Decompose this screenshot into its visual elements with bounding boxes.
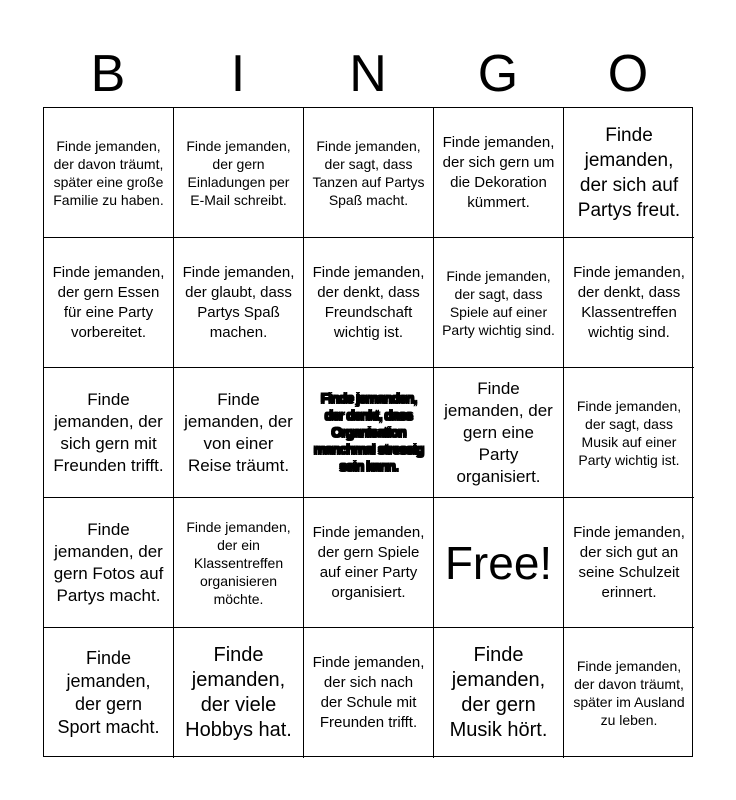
bingo-cell[interactable] <box>434 368 564 498</box>
bingo-cell[interactable] <box>564 498 694 628</box>
header-letter-o: O <box>607 45 649 103</box>
cell-text: Finde jemanden, der sagt, dass Musik auf einer Party wichtig ist. <box>576 397 682 468</box>
bingo-cell[interactable] <box>564 238 694 368</box>
bingo-cell[interactable] <box>174 108 304 238</box>
bingo-cell[interactable] <box>304 108 434 238</box>
cell-text: Finde jemanden, der von einer Reise träumt. <box>184 389 293 475</box>
bingo-cell[interactable] <box>304 628 434 758</box>
cell-text: Finde jemanden, der davon träumt, später eine große Familie zu haben. <box>53 137 164 208</box>
bingo-cell[interactable] <box>564 368 694 498</box>
bingo-cell[interactable] <box>564 628 694 758</box>
cell-text: Finde jemanden, der ein Klassentreffen organisieren möchte. <box>186 518 291 607</box>
cell-text: Finde jemanden, der gern eine Party organisiert. <box>444 378 553 486</box>
free-space-label: Free! <box>444 536 553 589</box>
cell-text: Finde jemanden, der gern Spiele auf einer Party organisiert. <box>312 523 425 601</box>
header-letter-i: I <box>230 45 246 103</box>
cell-text: Finde jemanden, der gern Sport macht. <box>57 648 160 737</box>
header-letter-n: N <box>349 45 387 103</box>
cell-text: Finde jemanden, der glaubt, dass Partys Spaß machen. <box>182 263 295 341</box>
cell-text: Finde jemanden, der gern Essen für eine Party vorbereitet. <box>52 263 165 341</box>
bingo-cell-free[interactable] <box>434 498 564 628</box>
cell-text: Finde jemanden, der gern Fotos auf Partys macht. <box>53 519 164 605</box>
cell-text: Finde jemanden, der sagt, dass Tanzen auf Partys Spaß macht. <box>312 137 425 208</box>
bingo-cell[interactable] <box>564 108 694 238</box>
bingo-cell[interactable] <box>44 108 174 238</box>
bingo-cell[interactable] <box>44 498 174 628</box>
bingo-board <box>43 107 693 757</box>
cell-text: Finde jemanden, der sich gern um die Dekoration kümmert. <box>442 133 555 211</box>
bingo-cell[interactable] <box>44 368 174 498</box>
header-letter-g: G <box>477 45 519 103</box>
cell-text: Finde jemanden, der sich nach der Schule mit Freunden trifft. <box>312 654 425 731</box>
bingo-cell[interactable] <box>44 238 174 368</box>
bingo-cell[interactable] <box>304 498 434 628</box>
cell-text: Finde jemanden, der gern Musik hört. <box>449 644 548 741</box>
bingo-cell[interactable] <box>44 628 174 758</box>
bingo-cell[interactable] <box>304 238 434 368</box>
bingo-cell[interactable] <box>174 238 304 368</box>
bingo-cell[interactable] <box>174 498 304 628</box>
bingo-cell[interactable] <box>434 108 564 238</box>
header-letter-b: B <box>90 45 126 103</box>
cell-text: Finde jemanden, der denkt, dass Freundschaft wichtig ist. <box>312 263 425 341</box>
cell-text: Finde jemanden, der viele Hobbys hat. <box>185 644 292 741</box>
bingo-header <box>43 40 693 108</box>
cell-text: Finde jemanden, der davon träumt, später im Ausland zu leben. <box>573 658 685 728</box>
cell-text: Finde jemanden, der sich gern mit Freunden trifft. <box>53 389 164 475</box>
cell-text: Finde jemanden, der sich gut an seine Schulzeit erinnert. <box>573 523 685 601</box>
bingo-cell[interactable] <box>304 368 434 498</box>
cell-text: Finde jemanden, der gern Einladungen per E-Mail schreibt. <box>186 137 291 208</box>
cell-text: Finde jemanden, der denkt, dass Organisation manchmal stressig sein kann. <box>313 390 424 474</box>
cell-text: Finde jemanden, der denkt, dass Klassentreffen wichtig sind. <box>573 263 685 341</box>
cell-text: Finde jemanden, der sich auf Partys freut. <box>577 124 681 221</box>
cell-text: Finde jemanden, der sagt, dass Spiele auf einer Party wichtig sind. <box>442 267 555 338</box>
bingo-cell[interactable] <box>434 238 564 368</box>
bingo-cell[interactable] <box>174 628 304 758</box>
bingo-cell[interactable] <box>174 368 304 498</box>
bingo-cell[interactable] <box>434 628 564 758</box>
